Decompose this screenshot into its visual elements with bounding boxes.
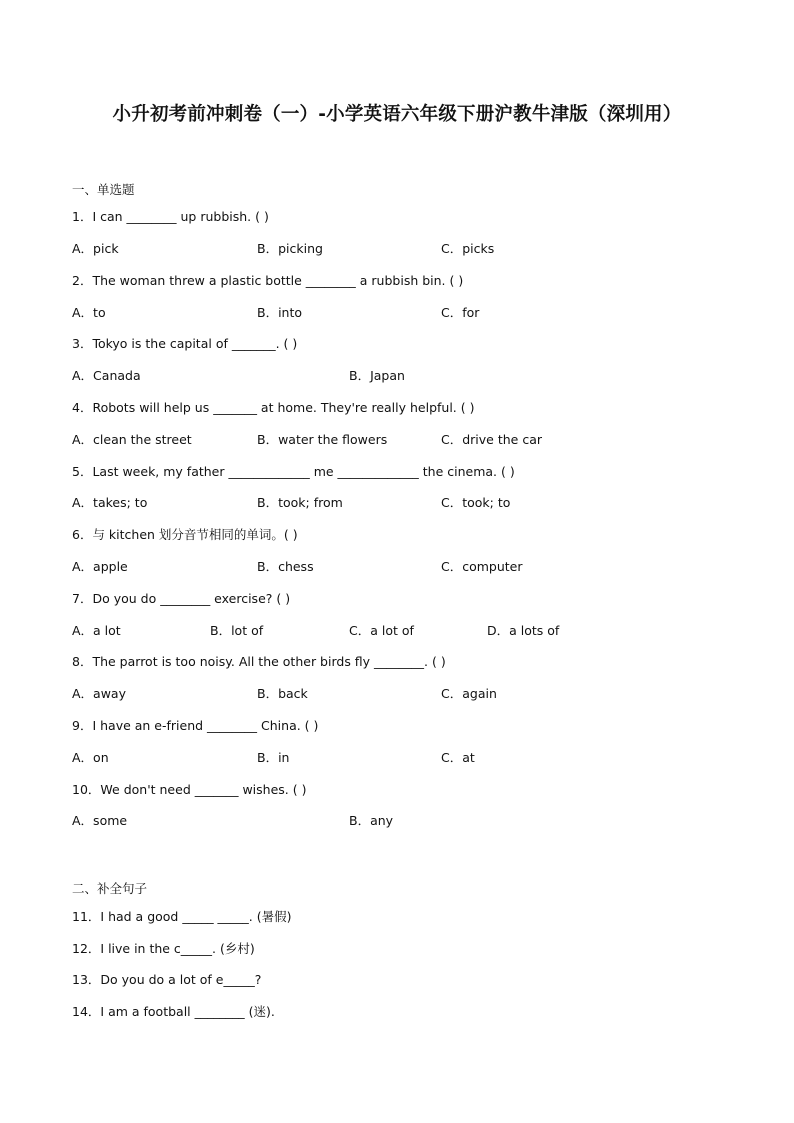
option-10a[interactable]: A．some	[72, 813, 128, 828]
option-8a[interactable]: A．away	[72, 686, 126, 701]
option-5c[interactable]: C．took; to	[441, 495, 511, 510]
option-9a[interactable]: A．on	[72, 750, 109, 765]
question-5: 5．Last week, my father _____________ me _____________ the cinema. ( )	[72, 464, 515, 479]
question-10: 10．We don't need _______ wishes. ( )	[72, 782, 307, 797]
question-7: 7．Do you do ________ exercise? ( )	[72, 591, 291, 606]
option-9b[interactable]: B．in	[257, 750, 290, 765]
option-5a[interactable]: A．takes; to	[72, 495, 148, 510]
option-4a[interactable]: A．clean the street	[72, 432, 192, 447]
question-6: 6．与 kitchen 划分音节相同的单词。( )	[72, 527, 298, 542]
option-7d[interactable]: D．a lots of	[487, 623, 560, 638]
section-heading-single-choice: 一、单选题	[72, 182, 135, 197]
option-3a[interactable]: A．Canada	[72, 368, 141, 383]
question-2: 2．The woman threw a plastic bottle ________ a rubbish bin. ( )	[72, 273, 464, 288]
question-8: 8．The parrot is too noisy. All the other birds fly ________. ( )	[72, 654, 446, 669]
page-title: 小升初考前冲刺卷（一）-小学英语六年级下册沪教牛津版（深圳用）	[112, 104, 682, 125]
option-2c[interactable]: C．for	[441, 305, 480, 320]
question-4: 4．Robots will help us _______ at home. They're really helpful. ( )	[72, 400, 475, 415]
option-1b[interactable]: B．picking	[257, 241, 323, 256]
option-6a[interactable]: A．apple	[72, 559, 128, 574]
option-8c[interactable]: C．again	[441, 686, 497, 701]
option-7a[interactable]: A．a lot	[72, 623, 121, 638]
section-heading-complete-sentences: 二、补全句子	[72, 881, 148, 896]
question-14: 14．I am a football ________ (迷).	[72, 1004, 275, 1019]
option-9c[interactable]: C．at	[441, 750, 475, 765]
option-4c[interactable]: C．drive the car	[441, 432, 542, 447]
question-3: 3．Tokyo is the capital of _______. ( )	[72, 336, 298, 351]
option-6c[interactable]: C．computer	[441, 559, 523, 574]
question-1: 1．I can ________ up rubbish. ( )	[72, 209, 269, 224]
question-13: 13．Do you do a lot of e_____?	[72, 972, 262, 987]
option-2a[interactable]: A．to	[72, 305, 106, 320]
option-1a[interactable]: A．pick	[72, 241, 119, 256]
option-2b[interactable]: B．into	[257, 305, 303, 320]
option-7b[interactable]: B．lot of	[210, 623, 264, 638]
option-10b[interactable]: B．any	[349, 813, 394, 828]
option-8b[interactable]: B．back	[257, 686, 308, 701]
option-7c[interactable]: C．a lot of	[349, 623, 414, 638]
option-1c[interactable]: C．picks	[441, 241, 495, 256]
question-9: 9．I have an e-friend ________ China. ( )	[72, 718, 319, 733]
option-5b[interactable]: B．took; from	[257, 495, 343, 510]
question-12: 12．I live in the c_____. (乡村)	[72, 941, 255, 956]
option-4b[interactable]: B．water the flowers	[257, 432, 388, 447]
option-6b[interactable]: B．chess	[257, 559, 314, 574]
question-11: 11．I had a good _____ _____. (暑假)	[72, 909, 292, 924]
option-3b[interactable]: B．Japan	[349, 368, 405, 383]
